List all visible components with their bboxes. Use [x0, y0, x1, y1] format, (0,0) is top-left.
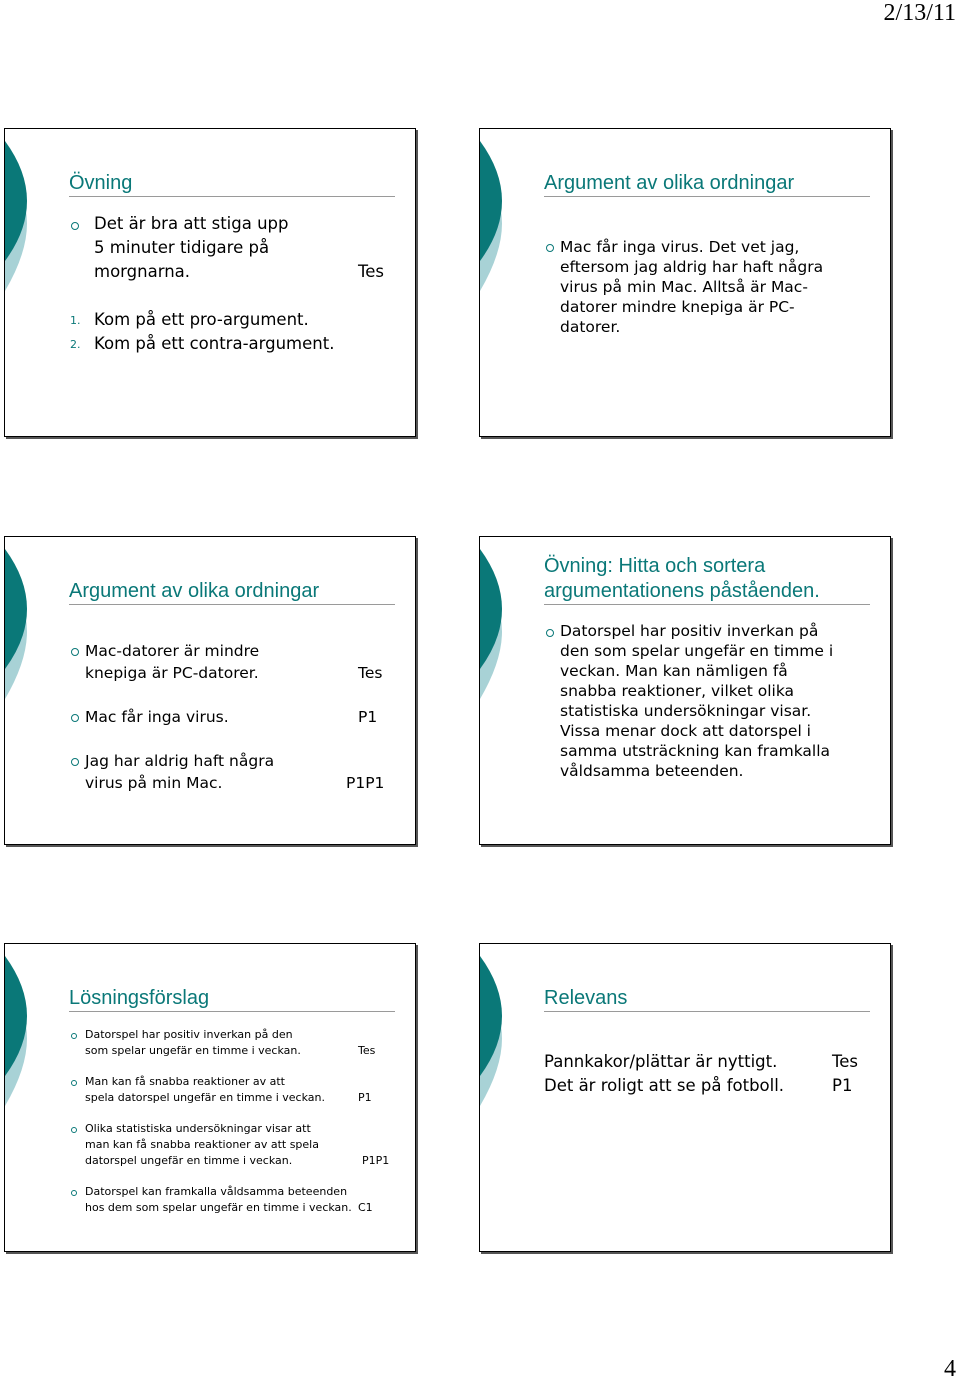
bullet-text: som spelar ungefär en timme i veckan.: [85, 1044, 301, 1057]
bullet-icon: [71, 714, 79, 722]
slide-ovning-hitta: [479, 536, 891, 845]
slide-title: Argument av olika ordningar: [69, 580, 320, 602]
slide-title: [544, 554, 870, 604]
label-tag: Tes: [358, 664, 383, 682]
title-rule: [544, 196, 870, 197]
bullet-text: knepiga är PC-datorer.: [85, 664, 259, 682]
bullet-icon: [546, 629, 554, 637]
page-date: 2/13/11: [883, 0, 956, 26]
slide-argument-ordningar-1: [479, 128, 891, 437]
bullet-text: våldsamma beteenden.: [560, 762, 744, 780]
label-tag: Tes: [832, 1052, 859, 1071]
bullet-text: eftersom jag aldrig har haft några: [560, 258, 824, 276]
slide-decoration: [5, 956, 55, 1116]
bullet-text: Vissa menar dock att datorspel i: [560, 722, 811, 740]
title-rule: [69, 1011, 395, 1012]
statement-text: Det är roligt att se på fotboll.: [544, 1076, 785, 1095]
label-tag: P1P1: [362, 1154, 390, 1167]
label-tag: P1: [358, 1091, 372, 1104]
page-number: 4: [944, 1356, 956, 1382]
bullet-text: datorer mindre knepiga är PC-: [560, 298, 795, 316]
bullet-icon: [71, 1190, 77, 1196]
bullet-text: snabba reaktioner, vilket olika: [560, 682, 795, 700]
bullet-text: Datorspel har positiv inverkan på den: [85, 1028, 293, 1041]
slide-title: Lösningsförslag: [69, 987, 210, 1009]
list-number: 1.: [70, 314, 81, 327]
bullet-text: samma utsträckning kan framkalla: [560, 742, 831, 760]
bullet-text: Mac-datorer är mindre: [85, 642, 260, 660]
numbered-item: Kom på ett pro-argument.: [94, 310, 309, 329]
slide-title: Övning: [69, 172, 133, 194]
title-rule: [544, 1011, 870, 1012]
bullet-text: morgnarna.: [94, 262, 191, 281]
slide-decoration: [480, 956, 530, 1116]
slide-ovning: [4, 128, 416, 437]
bullet-text: Det är bra att stiga upp: [94, 214, 289, 233]
slide-decoration: [480, 141, 530, 301]
bullet-text: Mac får inga virus.: [85, 708, 229, 726]
slide-title: Relevans: [544, 987, 628, 1009]
bullet-icon: [71, 758, 79, 766]
slide-title-line: argumentationens påståenden.: [544, 580, 820, 602]
slide-losningsforslag: [4, 943, 416, 1252]
label-tag: C1: [358, 1201, 373, 1214]
bullet-text: veckan. Man kan nämligen få: [560, 662, 788, 680]
slide-title-line: Övning: Hitta och sortera: [544, 555, 766, 577]
bullet-text: den som spelar ungefär en timme i: [560, 642, 834, 660]
bullet-text: virus på min Mac.: [85, 774, 223, 792]
slide-decoration: [5, 549, 55, 709]
title-rule: [69, 196, 395, 197]
bullet-icon: [71, 1127, 77, 1133]
label-tag: Tes: [358, 1044, 376, 1057]
title-rule: [69, 604, 395, 605]
bullet-text: statistiska undersökningar visar.: [560, 702, 812, 720]
bullet-text: hos dem som spelar ungefär en timme i veckan.: [85, 1201, 352, 1214]
slide-argument-ordningar-2: [4, 536, 416, 845]
statement-text: Pannkakor/plättar är nyttigt.: [544, 1052, 778, 1071]
bullet-text: 5 minuter tidigare på: [94, 238, 270, 257]
slide-title: Argument av olika ordningar: [544, 172, 795, 194]
label-tag: P1: [832, 1076, 853, 1095]
bullet-icon: [71, 222, 79, 230]
bullet-text: man kan få snabba reaktioner av att spela: [85, 1138, 319, 1151]
slide-decoration: [480, 549, 530, 709]
slide-decoration: [5, 141, 55, 301]
list-number: 2.: [70, 338, 81, 351]
bullet-text: Olika statistiska undersökningar visar att: [85, 1122, 311, 1135]
bullet-text: virus på min Mac. Alltså är Mac-: [560, 278, 808, 296]
bullet-text: Datorspel kan framkalla våldsamma beteenden: [85, 1185, 348, 1198]
bullet-icon: [546, 244, 554, 252]
bullet-text: Jag har aldrig haft några: [85, 752, 275, 770]
bullet-icon: [71, 648, 79, 656]
bullet-text: Man kan få snabba reaktioner av att: [85, 1075, 285, 1088]
bullet-text: datorspel ungefär en timme i veckan.: [85, 1154, 293, 1167]
slide-relevans: [479, 943, 891, 1252]
bullet-text: Mac får inga virus. Det vet jag,: [560, 238, 800, 256]
title-rule: [544, 604, 870, 605]
bullet-text: Datorspel har positiv inverkan på: [560, 622, 819, 640]
bullet-text: datorer.: [560, 318, 621, 336]
label-tag: P1P1: [346, 774, 385, 792]
numbered-item: Kom på ett contra-argument.: [94, 334, 335, 353]
label-tag: Tes: [358, 262, 385, 281]
bullet-text: spela datorspel ungefär en timme i veckan.: [85, 1091, 325, 1104]
label-tag: P1: [358, 708, 378, 726]
bullet-icon: [71, 1033, 77, 1039]
bullet-icon: [71, 1080, 77, 1086]
